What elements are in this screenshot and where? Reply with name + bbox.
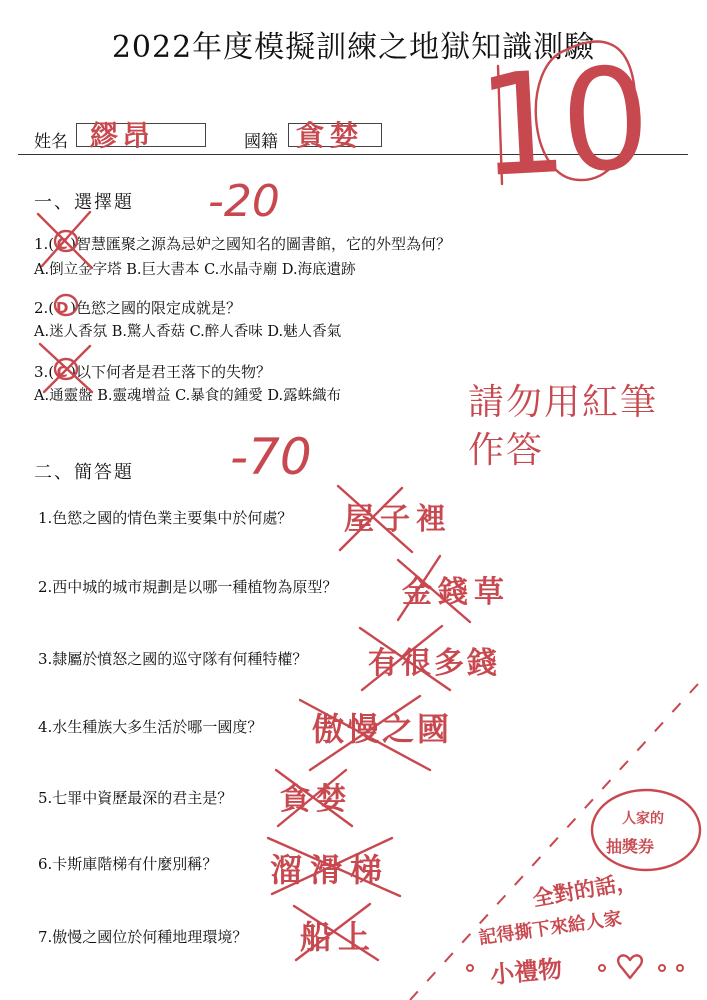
sa-question-5: 5.七罪中資歷最深的君主是？ [38,789,233,807]
mc-answer-1: C [56,235,68,253]
nationality-value: 貪婪 [296,119,365,152]
sa-answer-2: 金錢草 [402,575,510,610]
mc-answer-3: C [56,363,68,381]
sa-answer-1: 屋子裡 [344,502,452,537]
section1-heading: 一、選擇題 [34,192,134,213]
mc-options-3: A.通靈盤 B.靈魂增益 C.暴食的鍾愛 D.露蛛織布 [34,388,342,404]
sa-question-4: 4.水生種族大多生活於哪一國度？ [38,718,263,736]
page-title: 2022年度模擬訓練之地獄知識測驗 [111,30,596,65]
total-score: 10 [473,37,649,210]
sa-answer-7: 船上 [300,918,377,956]
sa-question-6: 6.卡斯庫階梯有什麼別稱？ [38,855,218,873]
coupon-line1: 全對的話， [530,869,639,911]
sa-question-2: 2.西中城的城市規劃是以哪一種植物為原型？ [38,578,338,596]
name-label: 姓名 [34,132,68,152]
sa-question-1: 1.色慾之國的情色業主要集中於何處？ [38,509,293,527]
coupon-badge-line1: 人家的 [622,811,664,827]
section2-heading: 二、簡答題 [34,462,134,483]
sa-question-7: 7.傲慢之國位於何種地理環境？ [38,928,248,946]
sa-answer-6: 溜滑梯 [270,851,391,889]
mc-question-3: 3.( C )以下何者是君王落下的失物？ [34,363,272,381]
mc-options-2: A.迷人香氛 B.驚人香菇 C.醉人香味 D.魅人香氣 [34,324,342,340]
nationality-label: 國籍 [244,132,278,152]
mc-options-1: A.倒立金字塔 B.巨大書本 C.水晶寺廟 D.海底遺跡 [34,262,356,278]
grader-note-line2: 作答 [468,430,545,471]
mc-question-1: 1.( C )智慧匯聚之源為忌妒之國知名的圖書館，它的外型為何？ [34,235,452,253]
grader-note-line1: 請勿用紅筆 [468,382,659,423]
mc-answer-2: D [55,299,69,317]
section2-deduction: -70 [230,428,312,486]
sa-answer-3: 有很多錢 [368,646,500,681]
coupon-badge-line2: 抽獎券 [606,837,655,856]
sa-answer-5: 貪婪 [280,782,352,817]
name-value: 繆昂 [90,119,155,152]
sa-answer-4: 傲慢之國 [312,710,453,748]
coupon-line3: 小禮物 [489,954,564,990]
coupon-line2: 記得撕下來給人家 [477,908,623,949]
section1-deduction: -20 [208,176,280,227]
sa-question-3: 3.隸屬於憤怒之國的巡守隊有何種特權？ [38,650,308,668]
mc-question-2: 2.( D )色慾之國的限定成就是？ [34,299,242,317]
